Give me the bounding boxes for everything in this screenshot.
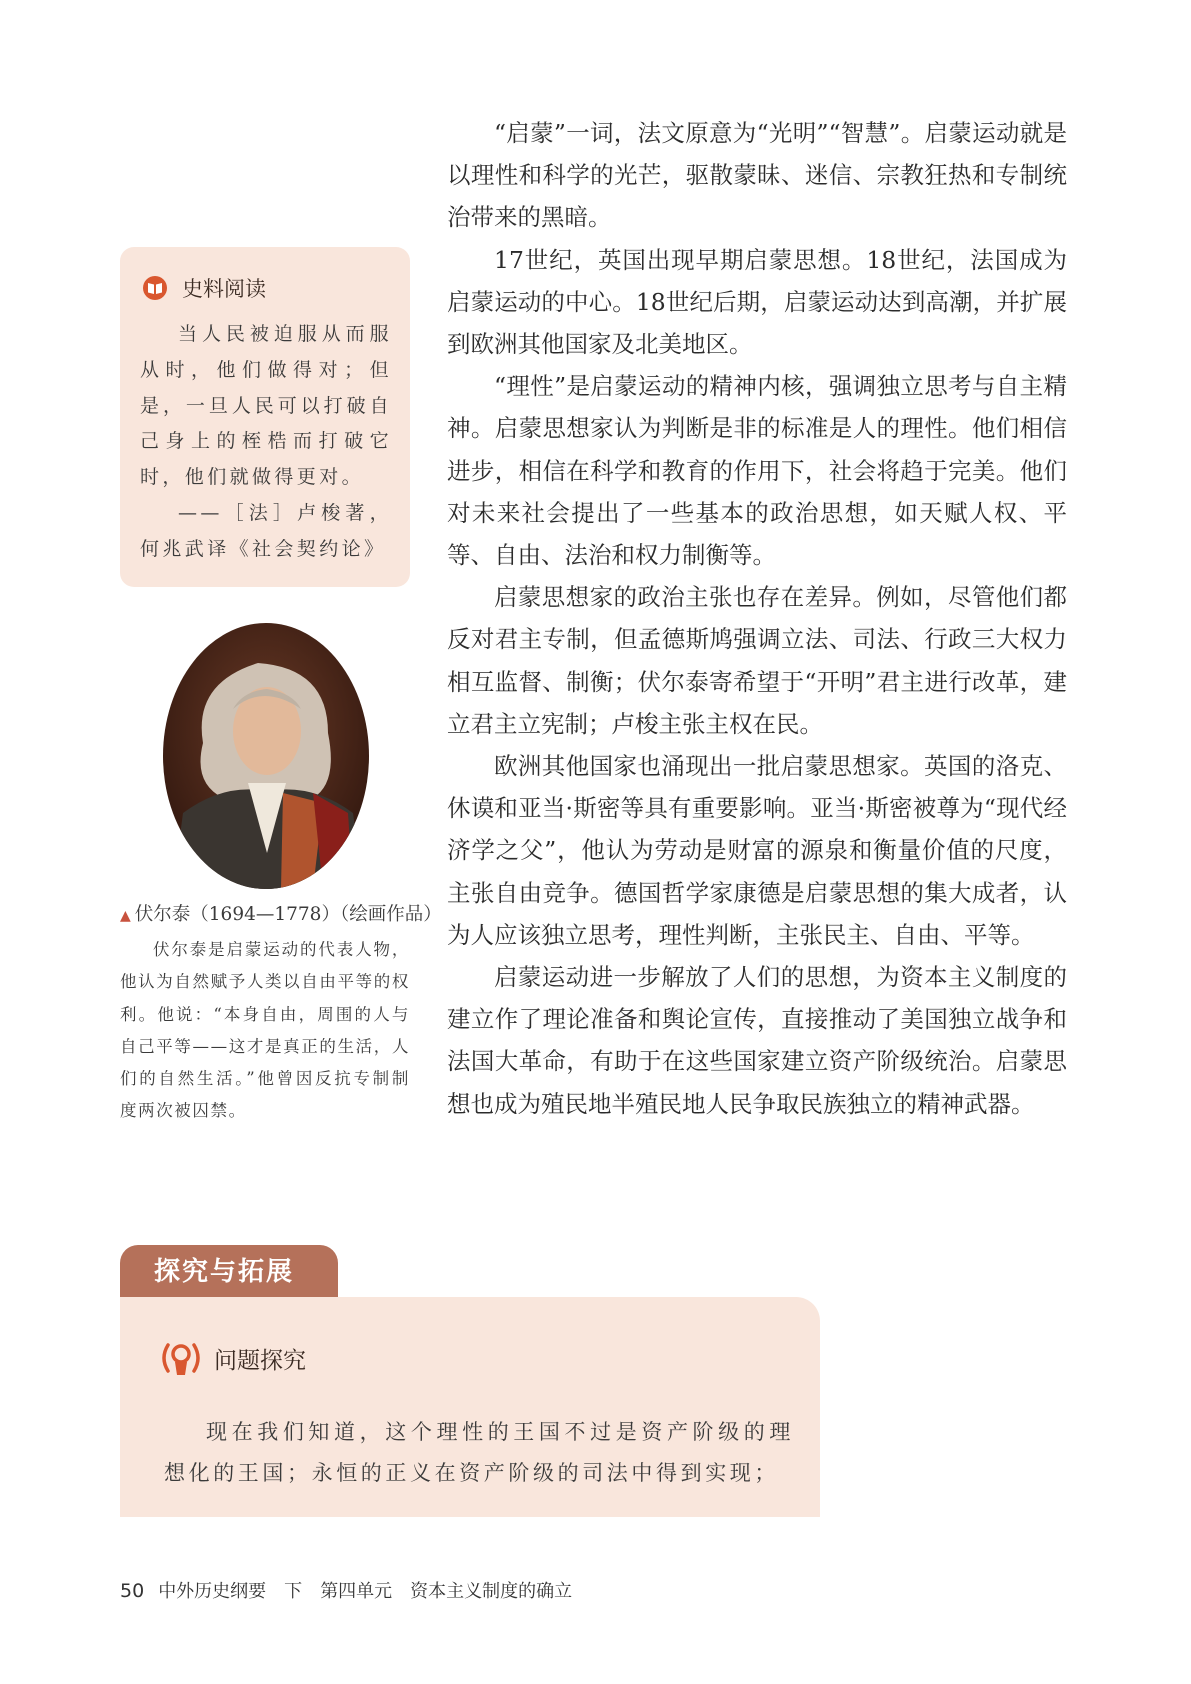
question-text: 现在我们知道，这个理性的王国不过是资产阶级的理想化的王国；永恒的正义在资产阶级的司法中得到实现；	[164, 1420, 794, 1485]
paragraph-6: 启蒙运动进一步解放了人们的思想，为资本主义制度的建立作了理论准备和舆论宣传，直接推动了美国独立战争和法国大革命，有助于在这些国家建立资产阶级统治。启蒙思想也成为殖民地半殖民地人民争取民族独立的精神武器。	[447, 963, 1067, 1118]
book-icon	[142, 275, 168, 301]
unit-title: 第四单元 资本主义制度的确立	[320, 1581, 573, 1602]
paragraph-2: 17世纪，英国出现早期启蒙思想。18世纪，法国成为启蒙运动的中心。18世纪后期，启蒙运动达到高潮，并扩展到欧洲其他国家及北美地区。	[447, 245, 1067, 359]
reading-body	[140, 317, 392, 568]
reading-title: 史料阅读	[182, 277, 266, 301]
caption-body: 伏尔泰是启蒙运动的代表人物，他认为自然赋予人类以自由平等的权利。他说：“本身自由，周围的人与自己平等——这才是真正的生活，人们的自然生活。”他曾因反抗专制制度两次被囚禁。	[120, 940, 410, 1121]
reading-quote: 当人民被迫服从而服从时，他们做得对；但是，一旦人民可以打破自己身上的桎梏而打破它时，他们就做得更对。	[140, 323, 392, 489]
paragraph-3: “理性”是启蒙运动的精神内核，强调独立思考与自主精神。启蒙思想家认为判断是非的标准是人的理性。他们相信进步，相信在科学和教育的作用下，社会将趋于完美。他们对未来社会提出了一些基本的政治思想，如天赋人权、平等、自由、法治和权力制衡等。	[447, 372, 1067, 570]
explore-box	[120, 1297, 820, 1517]
historical-reading-box	[120, 247, 410, 587]
main-text	[447, 112, 1067, 1125]
reading-header	[142, 273, 266, 303]
portrait-caption	[120, 901, 442, 1128]
page-footer	[120, 1577, 572, 1603]
question-header	[158, 1335, 306, 1381]
question-title: 问题探究	[214, 1347, 306, 1374]
caption-title: 伏尔泰（1694—1778）（绘画作品）	[134, 904, 442, 925]
voltaire-portrait	[163, 623, 369, 889]
book-title: 中外历史纲要 下	[158, 1581, 303, 1602]
paragraph-4: 启蒙思想家的政治主张也存在差异。例如，尽管他们都反对君主专制，但孟德斯鸠强调立法、司法、行政三大权力相互监督、制衡；伏尔泰寄希望于“开明”君主进行改革，建立君主立宪制；卢梭主张主权在民。	[447, 583, 1067, 738]
question-bulb-icon	[158, 1335, 204, 1381]
triangle-icon: ▲	[120, 908, 131, 924]
page-number: 50	[120, 1580, 145, 1602]
paragraph-1: “启蒙”一词，法文原意为“光明”“智慧”。启蒙运动就是以理性和科学的光芒，驱散蒙昧、迷信、宗教狂热和专制统治带来的黑暗。	[447, 119, 1067, 232]
explore-tab: 探究与拓展	[120, 1245, 338, 1299]
reading-source: ——［法］卢梭著，何兆武译《社会契约论》	[140, 501, 392, 560]
paragraph-5: 欧洲其他国家也涌现出一批启蒙思想家。英国的洛克、休谟和亚当·斯密等具有重要影响。亚当·斯密被尊为“现代经济学之父”，他认为劳动是财富的源泉和衡量价值的尺度，主张自由竞争。德国哲学家康德是启蒙思想的集大成者，认为人应该独立思考，理性判断，主张民主、自由、平等。	[447, 752, 1067, 949]
